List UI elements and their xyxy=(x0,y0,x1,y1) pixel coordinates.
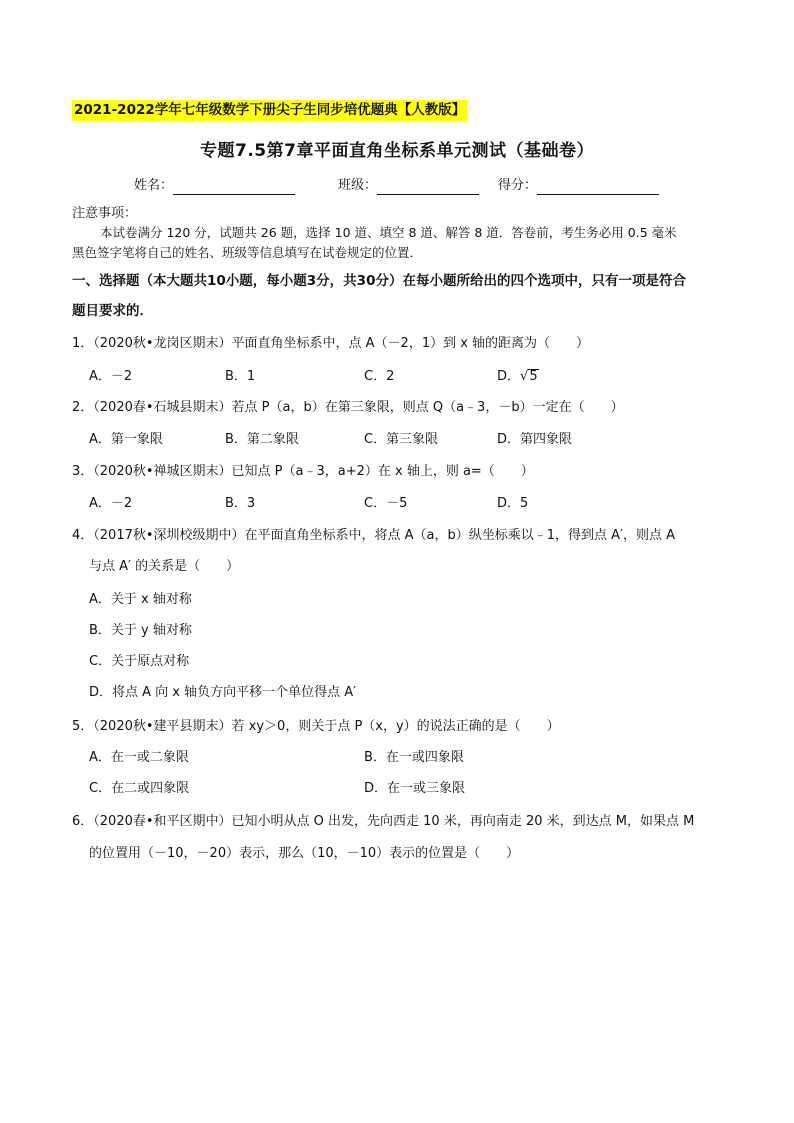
question-4-option-c[interactable]: C．关于原点对称 xyxy=(89,654,190,669)
question-4-option-a[interactable]: A．关于 x 轴对称 xyxy=(89,592,192,607)
series-banner: 2021-2022学年七年级数学下册尖子生同步培优题典【人教版】 xyxy=(72,100,467,121)
question-6-stem-line-2: 的位置用（－10，－20）表示，那么（10，－10）表示的位置是（ ） xyxy=(89,846,520,861)
question-1-option-d[interactable] xyxy=(497,368,539,386)
question-2-option-b[interactable]: B．第二象限 xyxy=(225,432,299,447)
question-5-option-a[interactable]: A．在一或二象限 xyxy=(89,750,189,765)
section-heading-line-1: 一、选择题（本大题共10小题，每小题3分，共30分）在每小题所给出的四个选项中，只有一项是符合 xyxy=(72,273,686,289)
sqrt-symbol: √5 xyxy=(520,369,538,384)
question-2-option-c[interactable]: C．第三象限 xyxy=(364,432,439,447)
question-4-option-b[interactable]: B．关于 y 轴对称 xyxy=(89,623,192,638)
question-4-option-d[interactable]: D．将点 A 向 x 轴负方向平移一个单位得点 A′ xyxy=(89,685,357,700)
question-3-option-c[interactable]: C．－5 xyxy=(364,496,408,511)
question-2-stem: 2．（2020春•石城县期末）若点 P（a，b）在第三象限，则点 Q（a﹣3，－b）一定在（ ） xyxy=(72,400,624,415)
name-field xyxy=(134,177,295,195)
question-6-stem-line-1: 6．（2020春•和平区期中）已知小明从点 O 出发，先向西走 10 米，再向南走 20 米，到达点 M，如果点 M xyxy=(72,814,695,829)
notes-line-2: 黑色签字笔将自己的姓名、班级等信息填写在试卷规定的位置． xyxy=(72,245,423,260)
question-3-option-d[interactable]: D．5 xyxy=(497,496,529,511)
question-5-option-b[interactable]: B．在一或四象限 xyxy=(364,750,464,765)
class-field xyxy=(338,177,479,195)
question-1-option-a[interactable]: A．－2 xyxy=(89,369,133,384)
question-2-option-d[interactable]: D．第四象限 xyxy=(497,432,573,447)
question-3-stem: 3．（2020秋•禅城区期末）已知点 P（a﹣3，a+2）在 x 轴上，则 a=（ ） xyxy=(72,464,534,479)
page-title: 专题7.5第7章平面直角坐标系单元测试（基础卷） xyxy=(200,141,594,161)
question-3-option-a[interactable]: A．－2 xyxy=(89,496,133,511)
score-label: 得分： xyxy=(498,178,538,193)
score-blank[interactable] xyxy=(537,180,659,195)
question-3-option-b[interactable]: B．3 xyxy=(225,496,256,511)
class-label: 班级： xyxy=(338,178,378,193)
question-4-stem-line-2: 与点 A′ 的关系是（ ） xyxy=(89,559,240,574)
name-blank[interactable] xyxy=(173,180,295,195)
notes-line-1: 本试卷满分 120 分，试题共 26 题，选择 10 道、填空 8 道、解答 8 道．答卷前，考生务必用 0.5 毫米 xyxy=(100,225,677,240)
score-field xyxy=(498,177,659,195)
name-label: 姓名： xyxy=(134,178,174,193)
sqrt-radicand: 5 xyxy=(529,369,538,384)
question-1-stem: 1．（2020秋•龙岗区期末）平面直角坐标系中，点 A（－2，1）到 x 轴的距离为（ ） xyxy=(72,336,590,351)
question-1-option-d-label: D． xyxy=(497,369,521,384)
question-5-stem: 5．（2020秋•建平县期末）若 xy＞0，则关于点 P（x，y）的说法正确的是（ ） xyxy=(72,719,560,734)
question-5-option-c[interactable]: C．在二或四象限 xyxy=(89,781,190,796)
section-heading-line-2: 题目要求的． xyxy=(72,303,153,319)
question-1-option-c[interactable]: C．2 xyxy=(364,369,395,384)
question-5-option-d[interactable]: D．在一或三象限 xyxy=(364,781,466,796)
question-4-stem-line-1: 4．（2017秋•深圳校级期中）在平面直角坐标系中，将点 A（a，b）纵坐标乘以﹣1，得到点 A′，则点 A xyxy=(72,528,676,543)
notes-heading: 注意事项： xyxy=(72,206,138,221)
question-1-option-b[interactable]: B．1 xyxy=(225,369,256,384)
class-blank[interactable] xyxy=(377,180,479,195)
question-2-option-a[interactable]: A．第一象限 xyxy=(89,432,163,447)
